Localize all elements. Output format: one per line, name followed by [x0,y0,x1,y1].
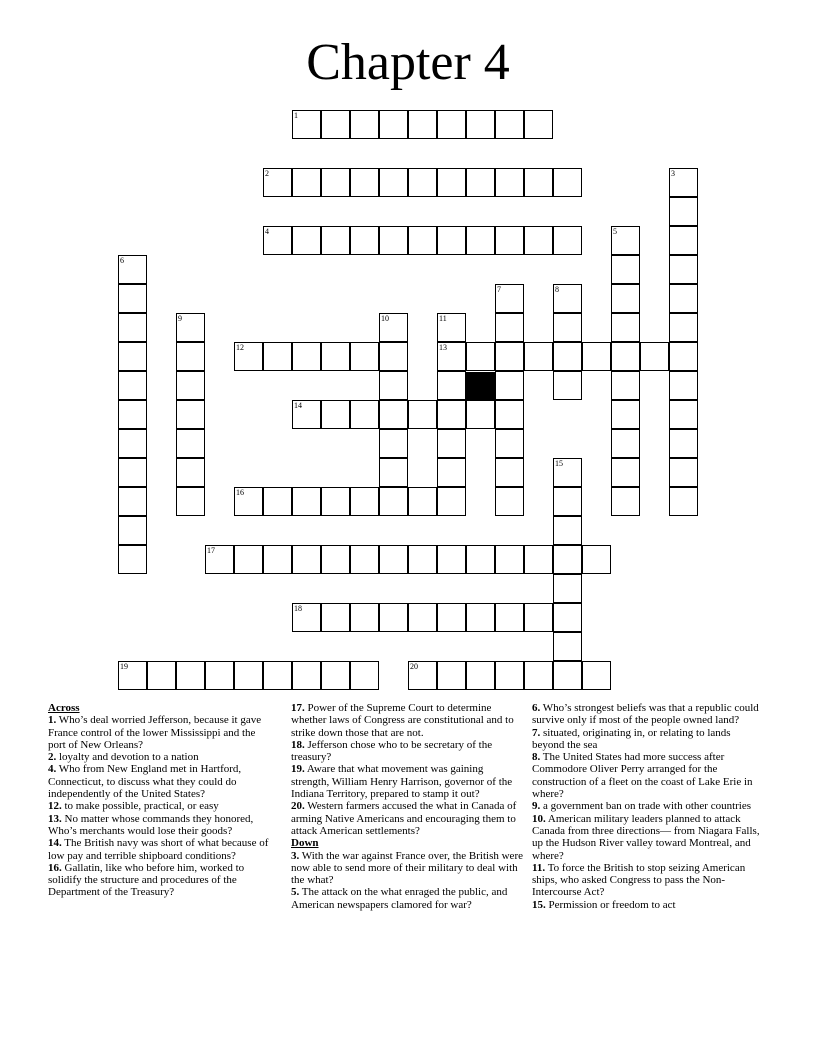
clue-number: 8 [555,285,559,294]
grid-cell[interactable] [495,284,524,313]
grid-cell[interactable] [524,168,553,197]
clue-number: 17 [207,546,215,555]
grid-cell[interactable] [669,429,698,458]
clues-column-1 [48,702,270,899]
grid-cell[interactable] [495,400,524,429]
grid-cell[interactable] [292,545,321,574]
grid-cell[interactable] [669,168,698,197]
grid-cell[interactable] [466,603,495,632]
across-clue-18: 18. Jefferson chose who to be secretary of the treasury? [291,738,493,764]
down-clue-9: 9. a government ban on trade with other countries [532,800,752,813]
grid-cell[interactable] [437,603,466,632]
grid-cell[interactable] [118,458,147,487]
grid-cell[interactable] [466,545,495,574]
clue-number: 13 [439,343,447,352]
grid-cell[interactable] [582,661,611,690]
grid-cell[interactable] [669,197,698,226]
grid-cell[interactable] [669,487,698,516]
down-clue-15: 15. Permission or freedom to act [532,898,676,911]
clues-column-3 [532,702,764,911]
grid-cell[interactable] [321,661,350,690]
grid-cell[interactable] [437,342,466,371]
grid-cell[interactable] [437,458,466,487]
grid-cell[interactable] [205,661,234,690]
clue-number: 20 [410,662,418,671]
grid-cell[interactable] [553,545,582,574]
grid-cell[interactable] [176,458,205,487]
grid-cell[interactable] [118,487,147,516]
grid-cell[interactable] [350,226,379,255]
grid-cell[interactable] [292,110,321,139]
grid-cell[interactable] [118,429,147,458]
grid-cell[interactable] [437,661,466,690]
grid-cell[interactable] [669,458,698,487]
grid-cell[interactable] [553,371,582,400]
down-clue-8: 8. The United States had more success after Commodore Oliver Perry arranged for the construction of a fleet on the coast of Lake Erie in where? [532,751,753,801]
grid-cell[interactable] [118,371,147,400]
grid-cell[interactable] [408,168,437,197]
black-cell [466,372,495,401]
grid-cell[interactable] [466,400,495,429]
across-clue-16: 16. Gallatin, like who before him, worked to solidify the structure and procedures of the Department of the Treasury? [48,861,245,899]
grid-cell[interactable] [553,603,582,632]
grid-cell[interactable] [176,429,205,458]
grid-cell[interactable] [118,516,147,545]
clue-number: 12 [236,343,244,352]
grid-cell[interactable] [611,429,640,458]
grid-cell[interactable] [640,342,669,371]
across-clue-12: 12. to make possible, practical, or easy [48,800,219,813]
grid-cell[interactable] [118,342,147,371]
grid-cell[interactable] [379,458,408,487]
clue-number: 6 [120,256,124,265]
grid-cell[interactable] [495,313,524,342]
grid-cell[interactable] [350,400,379,429]
grid-cell[interactable] [118,255,147,284]
grid-cell[interactable] [147,661,176,690]
grid-cell[interactable] [524,545,553,574]
grid-cell[interactable] [553,632,582,661]
grid-cell[interactable] [553,342,582,371]
grid-cell[interactable] [466,661,495,690]
grid-cell[interactable] [408,661,437,690]
across-heading: Across [48,702,80,714]
grid-cell[interactable] [379,400,408,429]
grid-cell[interactable] [437,371,466,400]
grid-cell[interactable] [176,661,205,690]
grid-cell[interactable] [524,661,553,690]
grid-cell[interactable] [379,545,408,574]
down-clue-11: 11. To force the British to stop seizing American ships, who asked Congress to pass the Non- Intercourse Act? [532,861,746,899]
grid-cell[interactable] [437,400,466,429]
grid-cell[interactable] [176,371,205,400]
across-clue-19: 19. Aware that what movement was gaining strength, William Henry Harrison, governor of the Indiana Territory, prepared to stamp it out? [291,763,513,801]
grid-cell[interactable] [176,400,205,429]
down-clue-3: 3. With the war against France over, the British were now able to send more of their military to deal with the what? [291,849,523,887]
grid-cell[interactable] [234,545,263,574]
grid-cell[interactable] [350,545,379,574]
grid-cell[interactable] [263,342,292,371]
grid-cell[interactable] [495,429,524,458]
grid-cell[interactable] [350,661,379,690]
grid-cell[interactable] [437,487,466,516]
grid-cell[interactable] [379,603,408,632]
grid-cell[interactable] [669,342,698,371]
grid-cell[interactable] [350,342,379,371]
grid-cell[interactable] [350,487,379,516]
grid-cell[interactable] [582,342,611,371]
across-clue-17: 17. Power of the Supreme Court to determine whether laws of Congress are constitutional and to strike down those that are not. [291,702,514,739]
grid-cell[interactable] [495,487,524,516]
grid-cell[interactable] [118,400,147,429]
down-clue-6: 6. Who’s strongest beliefs was that a republic could survive only if most of the people owned land? [532,702,759,727]
grid-cell[interactable] [495,371,524,400]
grid-cell[interactable] [292,400,321,429]
grid-cell[interactable] [321,110,350,139]
grid-cell[interactable] [408,110,437,139]
grid-cell[interactable] [611,226,640,255]
grid-cell[interactable] [379,168,408,197]
grid-cell[interactable] [437,313,466,342]
grid-cell[interactable] [408,487,437,516]
grid-cell[interactable] [524,226,553,255]
grid-cell[interactable] [611,371,640,400]
grid-cell[interactable] [495,168,524,197]
down-heading: Down [291,837,319,850]
clue-number: 3 [671,169,675,178]
grid-cell[interactable] [321,168,350,197]
grid-cell[interactable] [350,168,379,197]
clue-number: 9 [178,314,182,323]
grid-cell[interactable] [263,168,292,197]
grid-cell[interactable] [466,226,495,255]
across-clue-2: 2. loyalty and devotion to a nation [48,751,199,764]
grid-cell[interactable] [234,342,263,371]
grid-cell[interactable] [553,226,582,255]
grid-cell[interactable] [408,545,437,574]
grid-cell[interactable] [524,342,553,371]
grid-cell[interactable] [234,661,263,690]
grid-cell[interactable] [524,110,553,139]
grid-cell[interactable] [669,284,698,313]
grid-cell[interactable] [263,661,292,690]
grid-cell[interactable] [292,487,321,516]
grid-cell[interactable] [553,516,582,545]
grid-cell[interactable] [669,226,698,255]
grid-cell[interactable] [495,342,524,371]
grid-cell[interactable] [118,313,147,342]
grid-cell[interactable] [234,487,263,516]
grid-cell[interactable] [611,255,640,284]
grid-cell[interactable] [553,487,582,516]
grid-cell[interactable] [437,168,466,197]
grid-cell[interactable] [379,110,408,139]
across-clue-1: 1. Who’s deal worried Jefferson, because it gave France control of the lower Mississippi and the port of New Orleans? [48,714,262,751]
grid-cell[interactable] [321,400,350,429]
clue-number: 10 [381,314,389,323]
grid-cell[interactable] [611,313,640,342]
grid-cell[interactable] [495,661,524,690]
grid-cell[interactable] [205,545,234,574]
grid-cell[interactable] [292,168,321,197]
across-clue-20: 20. Western farmers accused the what in Canada of arming Native Americans and encouraging them to attack American settlements? [291,800,517,837]
grid-cell[interactable] [582,545,611,574]
clue-number: 4 [265,227,269,236]
grid-cell[interactable] [611,342,640,371]
grid-cell[interactable] [263,226,292,255]
grid-cell[interactable] [437,545,466,574]
grid-cell[interactable] [118,284,147,313]
clue-number: 5 [613,227,617,236]
grid-cell[interactable] [263,487,292,516]
grid-cell[interactable] [118,661,147,690]
grid-cell[interactable] [408,400,437,429]
grid-cell[interactable] [495,110,524,139]
grid-cell[interactable] [437,110,466,139]
clue-number: 2 [265,169,269,178]
grid-cell[interactable] [669,255,698,284]
grid-cell[interactable] [118,545,147,574]
grid-cell[interactable] [350,603,379,632]
clue-number: 1 [294,111,298,120]
clue-number: 19 [120,662,128,671]
grid-cell[interactable] [292,342,321,371]
grid-cell[interactable] [292,603,321,632]
grid-cell[interactable] [379,371,408,400]
grid-cell[interactable] [466,342,495,371]
grid-cell[interactable] [408,226,437,255]
clue-number: 16 [236,488,244,497]
down-clue-7: 7. situated, originating in, or relating to lands beyond the sea [532,726,731,751]
grid-cell[interactable] [292,661,321,690]
grid-cell[interactable] [379,487,408,516]
grid-cell[interactable] [350,110,379,139]
clue-number: 15 [555,459,563,468]
grid-cell[interactable] [553,168,582,197]
grid-cell[interactable] [669,371,698,400]
grid-cell[interactable] [495,226,524,255]
grid-cell[interactable] [553,313,582,342]
across-clue-14: 14. The British navy was short of what because of low pay and terrible shipboard conditions? [48,837,269,862]
grid-cell[interactable] [669,313,698,342]
grid-cell[interactable] [321,342,350,371]
grid-cell[interactable] [495,458,524,487]
grid-cell[interactable] [553,458,582,487]
grid-cell[interactable] [466,110,495,139]
grid-cell[interactable] [553,574,582,603]
grid-cell[interactable] [379,226,408,255]
grid-cell[interactable] [321,545,350,574]
grid-cell[interactable] [524,603,553,632]
down-clue-5: 5. The attack on the what enraged the public, and American newspapers clamored for war? [291,886,508,911]
grid-cell[interactable] [611,487,640,516]
grid-cell[interactable] [437,429,466,458]
grid-cell[interactable] [408,603,437,632]
grid-cell[interactable] [292,226,321,255]
grid-cell[interactable] [321,226,350,255]
across-clue-13: 13. No matter whose commands they honored, Who’s merchants would lose their goods? [48,812,254,837]
clues-column-2 [291,702,523,911]
grid-cell[interactable] [553,661,582,690]
down-clue-10: 10. American military leaders planned to attack Canada from three directions— from Niagara Falls, up the Hudson River valley toward Montreal, and where? [532,812,760,862]
grid-cell[interactable] [321,487,350,516]
grid-cell[interactable] [437,226,466,255]
grid-cell[interactable] [611,400,640,429]
grid-cell[interactable] [379,429,408,458]
grid-cell[interactable] [495,545,524,574]
grid-cell[interactable] [379,313,408,342]
grid-cell[interactable] [466,168,495,197]
clue-number: 18 [294,604,302,613]
clue-number: 7 [497,285,501,294]
clue-number: 14 [294,401,302,410]
grid-cell[interactable] [495,603,524,632]
grid-cell[interactable] [611,284,640,313]
grid-cell[interactable] [263,545,292,574]
grid-cell[interactable] [321,603,350,632]
across-clue-4: 4. Who from New England met in Hartford, Connecticut, to discuss what they could do independently of the United States? [48,763,242,801]
grid-cell[interactable] [176,487,205,516]
grid-cell[interactable] [176,342,205,371]
clue-number: 11 [439,314,447,323]
grid-cell[interactable] [176,313,205,342]
grid-cell[interactable] [611,458,640,487]
page-title: Chapter 4 [306,34,510,91]
grid-cell[interactable] [553,284,582,313]
grid-cell[interactable] [669,400,698,429]
grid-cell[interactable] [379,342,408,371]
